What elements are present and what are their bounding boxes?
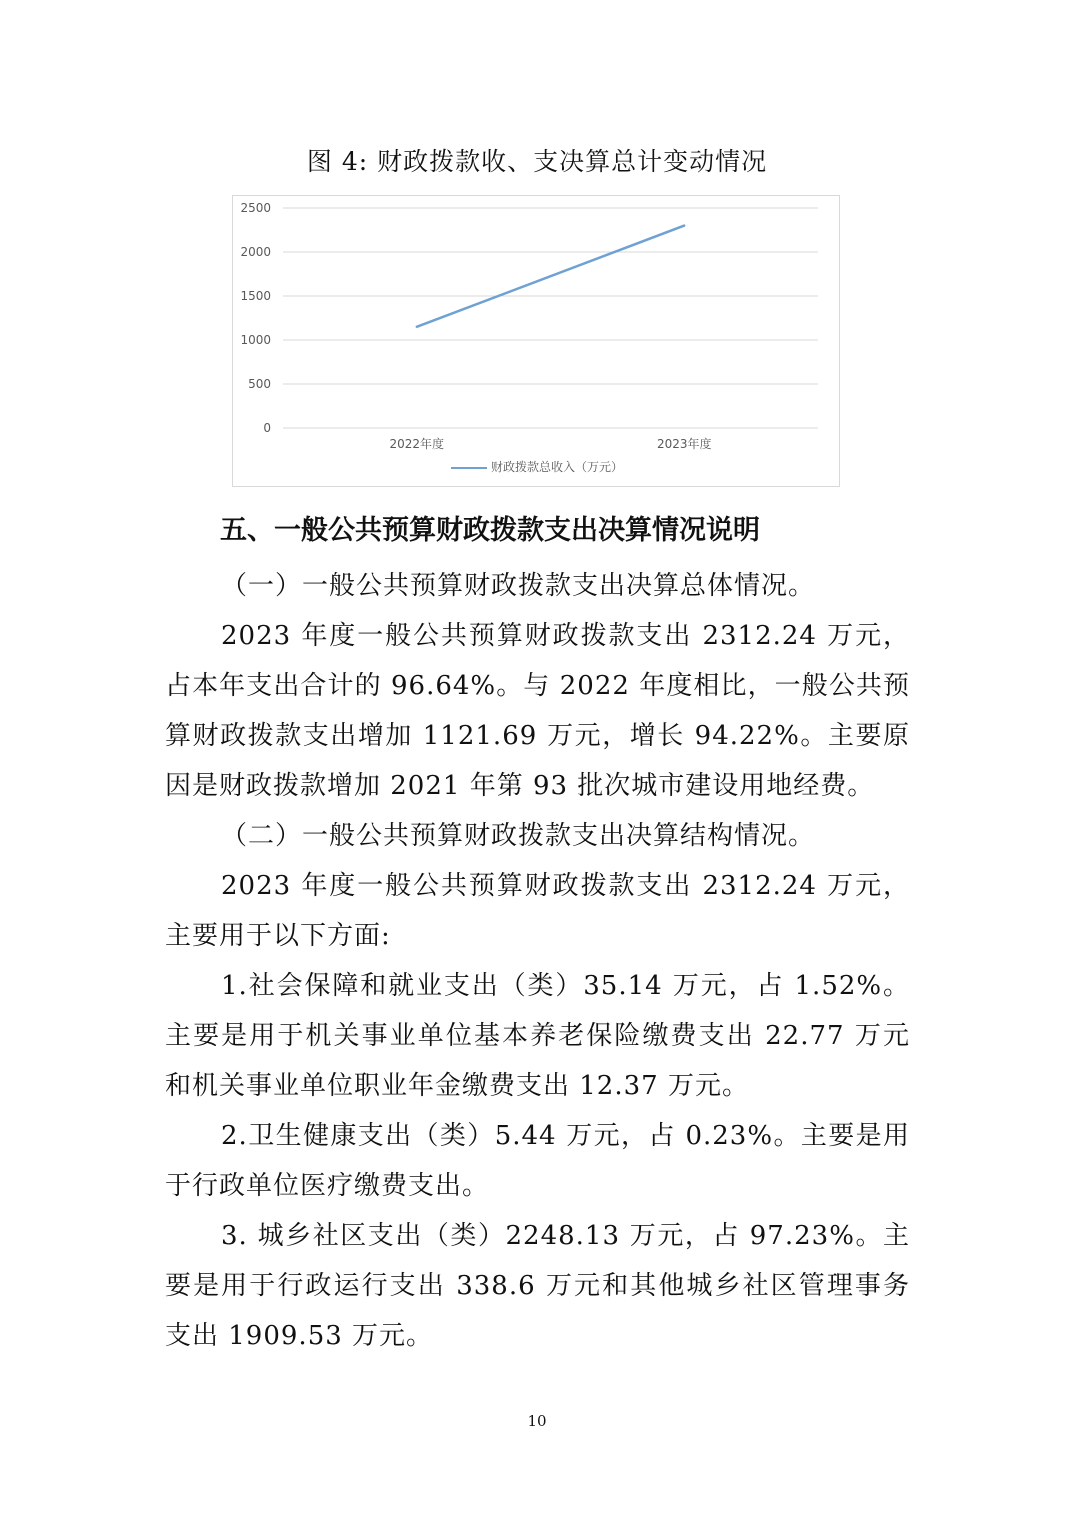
series-line — [417, 226, 685, 327]
y-tick-label: 2500 — [240, 201, 271, 215]
chart-legend — [233, 458, 841, 475]
data-point — [416, 326, 418, 328]
paragraph-overview-body: 2023 年度一般公共预算财政拨款支出 2312.24 万元，占本年支出合计的 96.64%。与 2022 年度相比，一般公共预算财政拨款支出增加 1121.69 万元，增长 94.22%。主要原因是财政拨款增加 2021 年第 93 批次城市建设用地经费。 — [165, 621, 910, 801]
figure-caption: 图 4: 财政拨款收、支决算总计变动情况 — [306, 147, 768, 176]
y-tick-label: 0 — [263, 421, 271, 435]
data-point — [683, 224, 685, 226]
legend-label: 财政拨款总收入（万元） — [490, 460, 623, 474]
y-tick-label: 500 — [248, 377, 271, 391]
page-number: 10 — [527, 1412, 547, 1430]
y-tick-label: 2000 — [240, 245, 271, 259]
chart-svg — [233, 196, 841, 488]
y-tick-label: 1000 — [240, 333, 271, 347]
x-tick-label: 2022年度 — [389, 437, 445, 451]
y-tick-label: 1500 — [240, 289, 271, 303]
x-tick-label: 2023年度 — [656, 437, 712, 451]
section-heading: 五、一般公共预算财政拨款支出决算情况说明 — [220, 515, 760, 546]
paragraph-item-urban-rural: 3. 城乡社区支出（类）2248.13 万元，占 97.23%。主要是用于行政运行支出 338.6 万元和其他城乡社区管理事务支出 1909.53 万元。 — [165, 1221, 910, 1351]
paragraph-structure-title: （二）一般公共预算财政拨款支出决算结构情况。 — [221, 821, 816, 851]
paragraph-item-health: 2.卫生健康支出（类）5.44 万元，占 0.23%。主要是用于行政单位医疗缴费支出。 — [165, 1121, 910, 1201]
legend-swatch — [451, 467, 487, 469]
paragraph-item-social-security: 1.社会保障和就业支出（类）35.14 万元，占 1.52%。主要是用于机关事业单位基本养老保险缴费支出 22.77 万元和机关事业单位职业年金缴费支出 12.37 万元。 — [165, 971, 910, 1101]
line-chart — [232, 195, 840, 487]
paragraph-overview-title: （一）一般公共预算财政拨款支出决算总体情况。 — [221, 571, 816, 601]
paragraph-structure-body: 2023 年度一般公共预算财政拨款支出 2312.24 万元，主要用于以下方面: — [165, 871, 910, 951]
